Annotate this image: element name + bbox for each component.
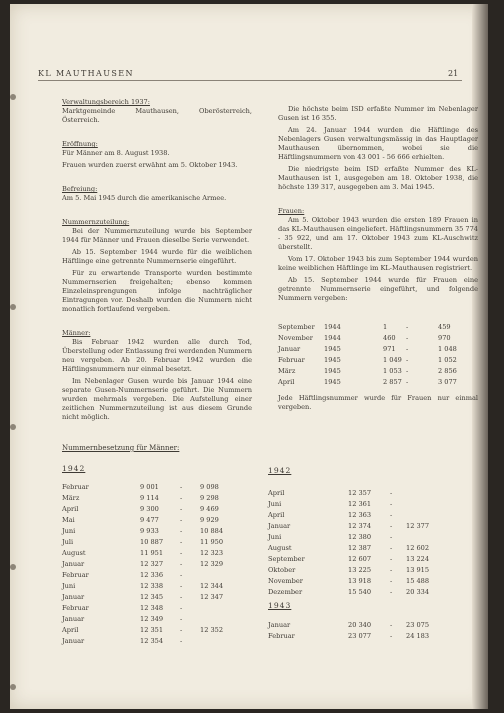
- paragraph: Die niedrigste beim ISD erfaßte Nummer des KL-Mauthausen ist 1, ausgegeben am 18. Oktober 1938, die höchste 139 317, ausgegeben am 3. Mai 1945.: [278, 165, 478, 191]
- paragraph: Am 24. Januar 1944 wurden die Häftlinge des Nebenlagers Gusen verwaltungsmässig in das Hauptlager Mauthausen übernommen, wobei sie die Häftlingsnummern von 43 001 - 56 666 erhielten.: [278, 126, 478, 161]
- paragraph: Ab 15. September 1944 wurde für die weiblichen Häftlinge eine getrennte Nummernserie eingeführt.: [62, 248, 252, 265]
- table-cell: 459: [438, 323, 451, 331]
- table-cell: 23 075: [406, 621, 430, 629]
- table-cell: -: [390, 533, 393, 541]
- table-cell: -: [180, 626, 183, 634]
- table-row: [268, 565, 468, 576]
- table-row: [62, 603, 262, 614]
- table-cell: 9 114: [140, 494, 159, 502]
- table-cell: -: [180, 571, 183, 579]
- table-cell: -: [180, 593, 183, 601]
- binder-hole: [10, 94, 16, 100]
- table-row: [278, 333, 478, 344]
- paragraph: Vom 17. Oktober 1943 bis zum September 1944 wurden keine weiblichen Häftlinge im KL-Mauthausen registriert.: [278, 255, 478, 272]
- table-cell: März: [278, 367, 296, 375]
- section-heading: Befreiung:: [62, 185, 98, 193]
- table-row: [268, 587, 468, 598]
- table-cell: -: [406, 345, 409, 353]
- table-cell: Juni: [268, 533, 282, 541]
- table-cell: -: [390, 489, 393, 497]
- table-row: [62, 493, 262, 504]
- section-heading: Männer:: [62, 329, 91, 337]
- paragraph: Für zu erwartende Transporte wurden bestimmte Nummernserien freigehalten; ebenso kommen Einzeleinsprengungen infolge nachträglicher Eintragungen vor. Deshalb wurden die Nummern nicht monatlich fortlaufend vergeben.: [62, 269, 252, 313]
- table-row: [278, 355, 478, 366]
- table-row: [268, 554, 468, 565]
- table-cell: 12 374: [348, 522, 372, 530]
- table-cell: Dezember: [268, 588, 303, 596]
- number-table-1942-right: [268, 488, 468, 598]
- table-cell: 1944: [324, 323, 341, 331]
- paragraph: Für Männer am 8. August 1938.: [62, 149, 170, 157]
- number-table-1943: [268, 620, 468, 642]
- table-cell: 12 338: [140, 582, 164, 590]
- table-cell: 970: [438, 334, 451, 342]
- paragraph: Bei der Nummernzuteilung wurde bis September 1944 für Männer und Frauen dieselbe Serie verwendet.: [62, 227, 252, 244]
- table-cell: Januar: [278, 345, 301, 353]
- table-cell: -: [406, 323, 409, 331]
- table-cell: 15 540: [348, 588, 372, 596]
- table-row: [278, 366, 478, 377]
- table-row: [62, 570, 262, 581]
- document-page: [10, 4, 488, 709]
- header-rule: [38, 80, 462, 81]
- table-cell: -: [180, 604, 183, 612]
- table-cell: 12 354: [140, 637, 164, 645]
- men-numbering-title: Nummernbesetzung für Männer:: [62, 444, 180, 452]
- table-cell: 11 951: [140, 549, 164, 557]
- table-cell: 23 077: [348, 632, 372, 640]
- table-cell: Juli: [62, 538, 74, 546]
- table-cell: 12 352: [200, 626, 224, 634]
- table-cell: 12 329: [200, 560, 224, 568]
- paragraph: Im Nebenlager Gusen wurde bis Januar 1944 eine separate Gusen-Nummernserie geführt. Die Nummern wurden mehrmals vergeben. Die Aufstellung einer zeitlichen Nummernzuteilung ist aus diesem Grunde nicht möglich.: [62, 377, 252, 421]
- table-cell: April: [268, 489, 285, 497]
- table-cell: 1 053: [383, 367, 402, 375]
- table-row: [268, 510, 468, 521]
- table-row: [268, 488, 468, 499]
- table-cell: 20 334: [406, 588, 430, 596]
- year-label: 1942: [62, 464, 86, 473]
- table-cell: Januar: [62, 637, 85, 645]
- table-cell: -: [390, 500, 393, 508]
- table-cell: 12 348: [140, 604, 164, 612]
- running-header: KL MAUTHAUSEN: [38, 69, 134, 78]
- year-label: 1942: [268, 466, 292, 475]
- table-cell: Februar: [278, 356, 305, 364]
- table-cell: -: [180, 505, 183, 513]
- table-cell: Januar: [62, 560, 85, 568]
- women-number-table: [278, 322, 478, 388]
- table-cell: November: [268, 577, 303, 585]
- table-cell: 460: [383, 334, 396, 342]
- table-cell: 12 357: [348, 489, 372, 497]
- table-cell: 11 950: [200, 538, 224, 546]
- closing-note: [278, 394, 478, 415]
- paragraph: Marktgemeinde Mauthausen, Oberösterreich, Österreich.: [62, 107, 252, 124]
- table-cell: 1 052: [438, 356, 457, 364]
- binder-hole: [10, 564, 16, 570]
- table-row: [62, 625, 262, 636]
- table-cell: 13 918: [348, 577, 372, 585]
- table-cell: 2 856: [438, 367, 457, 375]
- table-cell: -: [180, 538, 183, 546]
- left-column: [62, 94, 252, 425]
- table-cell: -: [390, 566, 393, 574]
- table-row: [62, 581, 262, 592]
- table-row: [62, 515, 262, 526]
- table-cell: April: [278, 378, 295, 386]
- table-cell: Juni: [62, 582, 76, 590]
- table-cell: -: [180, 527, 183, 535]
- table-row: [62, 526, 262, 537]
- table-row: [62, 548, 262, 559]
- table-cell: August: [62, 549, 86, 557]
- table-cell: Oktober: [268, 566, 296, 574]
- table-cell: -: [390, 522, 393, 530]
- section-heading: Verwaltungsbereich 1937:: [62, 98, 150, 106]
- table-cell: 12 347: [200, 593, 224, 601]
- binder-hole: [10, 684, 16, 690]
- table-cell: -: [180, 615, 183, 623]
- table-cell: April: [268, 511, 285, 519]
- table-cell: 13 915: [406, 566, 430, 574]
- table-cell: Januar: [62, 615, 85, 623]
- paragraph: Am 5. Mai 1945 durch die amerikanische Armee.: [62, 194, 227, 202]
- table-cell: 9 933: [140, 527, 159, 535]
- table-cell: März: [62, 494, 80, 502]
- table-cell: 12 327: [140, 560, 164, 568]
- table-row: [62, 559, 262, 570]
- table-row: [278, 344, 478, 355]
- table-cell: -: [180, 637, 183, 645]
- table-cell: 12 377: [406, 522, 430, 530]
- table-cell: -: [390, 511, 393, 519]
- table-cell: 9 477: [140, 516, 159, 524]
- table-cell: 10 887: [140, 538, 164, 546]
- table-cell: -: [180, 582, 183, 590]
- table-cell: 9 098: [200, 483, 219, 491]
- table-cell: -: [180, 560, 183, 568]
- table-cell: April: [62, 505, 79, 513]
- table-cell: 12 344: [200, 582, 224, 590]
- table-cell: 9 001: [140, 483, 159, 491]
- table-cell: 12 387: [348, 544, 372, 552]
- table-cell: -: [406, 378, 409, 386]
- table-cell: Februar: [268, 632, 295, 640]
- table-cell: 13 224: [406, 555, 430, 563]
- page-number: 21: [448, 69, 459, 78]
- table-row: [268, 620, 468, 631]
- table-row: [62, 504, 262, 515]
- table-cell: 9 469: [200, 505, 219, 513]
- table-row: [268, 499, 468, 510]
- table-cell: September: [278, 323, 315, 331]
- table-row: [62, 636, 262, 647]
- table-cell: 1945: [324, 367, 341, 375]
- table-cell: Januar: [268, 621, 291, 629]
- paragraph: Die höchste beim ISD erfaßte Nummer im Nebenlager Gusen ist 16 355.: [278, 105, 478, 122]
- table-cell: -: [390, 588, 393, 596]
- table-cell: 1 049: [383, 356, 402, 364]
- table-cell: -: [390, 544, 393, 552]
- paragraph: Frauen wurden zuerst erwähnt am 5. Oktober 1943.: [62, 161, 238, 169]
- paragraph: Ab 15. September 1944 wurde für Frauen eine getrennte Nummernserie eingeführt, und folgende Nummern vergeben:: [278, 276, 478, 302]
- table-cell: 9 929: [200, 516, 219, 524]
- table-cell: -: [390, 555, 393, 563]
- table-cell: -: [390, 632, 393, 640]
- table-row: [278, 377, 478, 388]
- table-cell: 12 349: [140, 615, 164, 623]
- table-cell: 12 380: [348, 533, 372, 541]
- paragraph: Jede Häftlingsnummer wurde für Frauen nur einmal vergeben.: [278, 394, 478, 411]
- table-cell: Mai: [62, 516, 75, 524]
- table-cell: -: [390, 621, 393, 629]
- table-cell: 1 048: [438, 345, 457, 353]
- table-row: [62, 614, 262, 625]
- table-cell: 1: [383, 323, 388, 331]
- number-table-1942-left: [62, 482, 262, 647]
- year-label: 1943: [268, 601, 292, 610]
- table-cell: -: [180, 494, 183, 502]
- table-cell: -: [390, 577, 393, 585]
- table-row: [268, 532, 468, 543]
- section-heading: Eröffnung:: [62, 140, 98, 148]
- table-cell: 12 602: [406, 544, 430, 552]
- right-column: [278, 105, 478, 306]
- table-cell: Juni: [62, 527, 76, 535]
- table-cell: 24 183: [406, 632, 430, 640]
- table-cell: 1945: [324, 378, 341, 386]
- table-cell: April: [62, 626, 79, 634]
- table-cell: -: [180, 516, 183, 524]
- table-cell: November: [278, 334, 313, 342]
- binder-hole: [10, 304, 16, 310]
- section-heading: Frauen:: [278, 207, 305, 215]
- table-cell: 12 345: [140, 593, 164, 601]
- table-cell: 12 351: [140, 626, 164, 634]
- table-cell: 971: [383, 345, 396, 353]
- paragraph: Am 5. Oktober 1943 wurden die ersten 189 Frauen in das KL-Mauthausen eingeliefert. Häftlingsnummern 35 774 - 35 922, und am 17. Oktober 1943 zum KL-Auschwitz überstellt.: [278, 216, 478, 251]
- table-row: [62, 592, 262, 603]
- table-row: [62, 482, 262, 493]
- table-cell: 10 884: [200, 527, 224, 535]
- table-cell: Januar: [62, 593, 85, 601]
- table-cell: 12 607: [348, 555, 372, 563]
- table-cell: 2 857: [383, 378, 402, 386]
- table-cell: 1945: [324, 345, 341, 353]
- table-cell: -: [406, 367, 409, 375]
- table-row: [62, 537, 262, 548]
- table-row: [268, 543, 468, 554]
- table-cell: -: [406, 334, 409, 342]
- table-cell: 3 077: [438, 378, 457, 386]
- table-cell: Januar: [268, 522, 291, 530]
- binder-hole: [10, 424, 16, 430]
- table-cell: 1944: [324, 334, 341, 342]
- paragraph: Bis Februar 1942 wurden alle durch Tod, Überstellung oder Entlassung frei werdenden Nummern neu vergeben. Ab 20. Februar 1942 wurden die Häftlingsnummern nur einmal besetzt.: [62, 338, 252, 373]
- table-cell: 12 323: [200, 549, 224, 557]
- section-heading: Nummernzuteilung:: [62, 218, 130, 226]
- table-row: [268, 576, 468, 587]
- table-row: [278, 322, 478, 333]
- table-cell: 13 225: [348, 566, 372, 574]
- table-cell: 15 488: [406, 577, 430, 585]
- table-cell: 9 298: [200, 494, 219, 502]
- table-cell: Februar: [62, 571, 89, 579]
- table-cell: -: [180, 483, 183, 491]
- table-row: [268, 521, 468, 532]
- table-cell: 12 363: [348, 511, 372, 519]
- table-cell: 1945: [324, 356, 341, 364]
- table-cell: 12 361: [348, 500, 372, 508]
- table-cell: 12 336: [140, 571, 164, 579]
- table-cell: Juni: [268, 500, 282, 508]
- table-cell: -: [406, 356, 409, 364]
- table-cell: September: [268, 555, 305, 563]
- table-cell: 20 340: [348, 621, 372, 629]
- table-cell: -: [180, 549, 183, 557]
- table-cell: Februar: [62, 483, 89, 491]
- table-cell: 9 300: [140, 505, 159, 513]
- table-cell: August: [268, 544, 292, 552]
- table-row: [268, 631, 468, 642]
- table-cell: Februar: [62, 604, 89, 612]
